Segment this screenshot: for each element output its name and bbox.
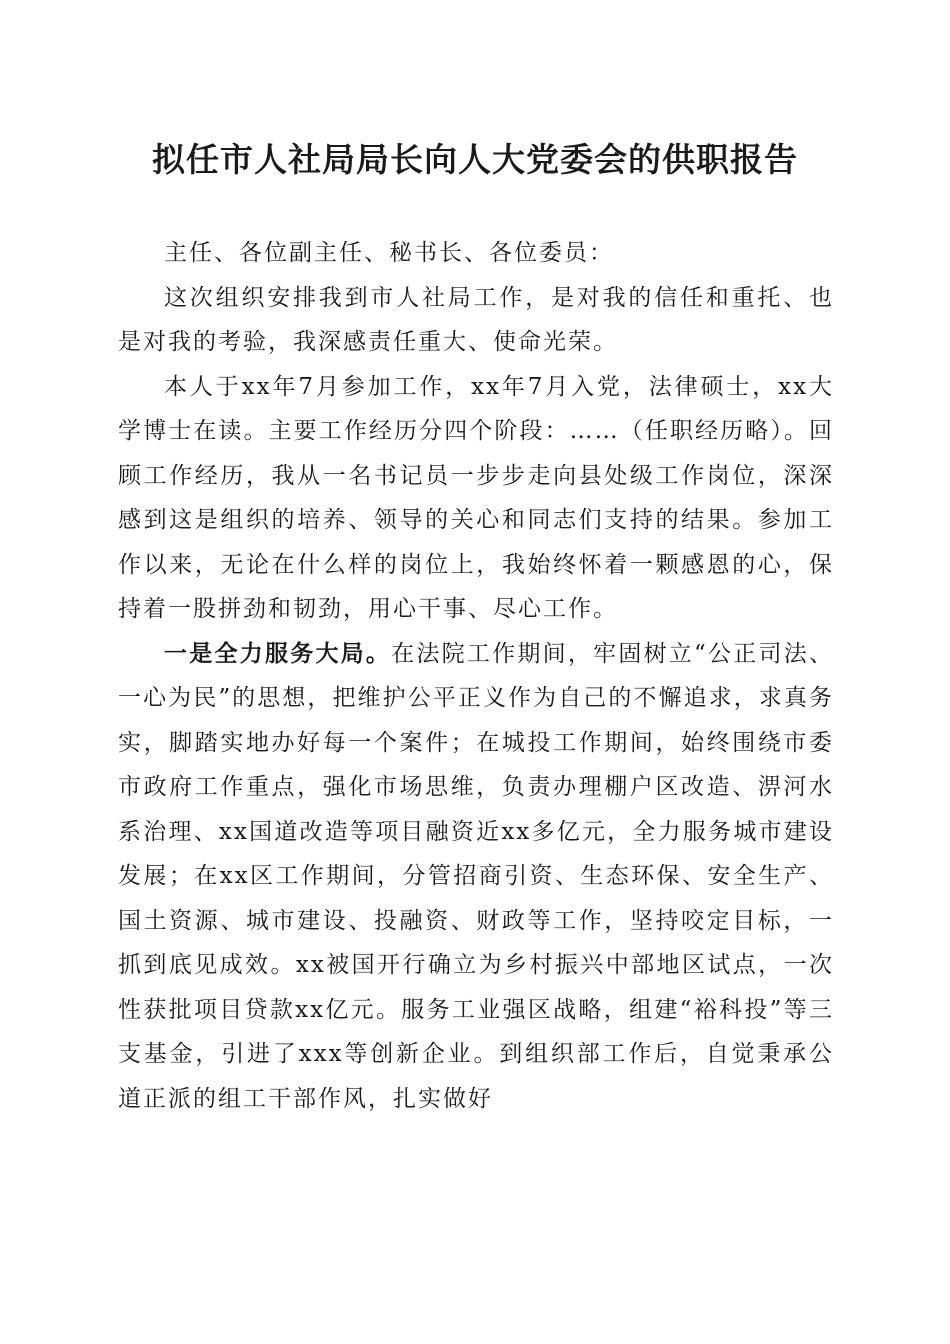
salutation: 主任、各位副主任、秘书长、各位委员： — [164, 240, 614, 266]
section-one-text: 在法院工作期间，牢固树立“公正司法、一心为民”的思想，把维护公平正义作为自己的不懈追求，求真务实，脚踏实地办好每一个案件；在城投工作期间，始终围绕市委市政府工作重点，强化市场思维，负责办理棚户区改造、淠河水系治理、xx国道改造等项目融资近xx多亿元，全力服务城市建设发展；在xx区工作期间，分管招商引资、生态环保、安全生产、国土资源、城市建设、投融资、财政等工作，坚持咬定目标，一抓到底见成效。xx被国开行确立为乡村振兴中部地区试点，一次性获批项目贷款xx亿元。服务工业强区战略，组建“裕科投”等三支基金，引进了xxx等创新企业。到组织部工作后，自觉秉承公道正派的组工干部作风，扎实做好 — [118, 640, 835, 1112]
paragraph-background: 本人于xx年7月参加工作，xx年7月入党，法律硕士，xx大学博士在读。主要工作经历分四个阶段：……（任职经历略）。回顾工作经历，我从一名书记员一步步走向县处级工作岗位，深深感到这是组织的培养、领导的关心和同志们支持的结果。参加工作以来，无论在什么样的岗位上，我始终怀着一颗感恩的心，保持着一股拼劲和韧劲，用心干事、尽心工作。 — [118, 373, 834, 622]
document-body — [118, 231, 834, 1121]
section-one-lead: 一是全力服务大局。 — [164, 640, 392, 667]
document-title: 拟任市人社局局长向人大党委会的供职报告 — [152, 140, 798, 179]
paragraph-appointment: 这次组织安排我到市人社局工作，是对我的信任和重托、也是对我的考验，我深感责任重大、使命光荣。 — [118, 284, 834, 355]
paragraph-section-one — [118, 632, 834, 1122]
